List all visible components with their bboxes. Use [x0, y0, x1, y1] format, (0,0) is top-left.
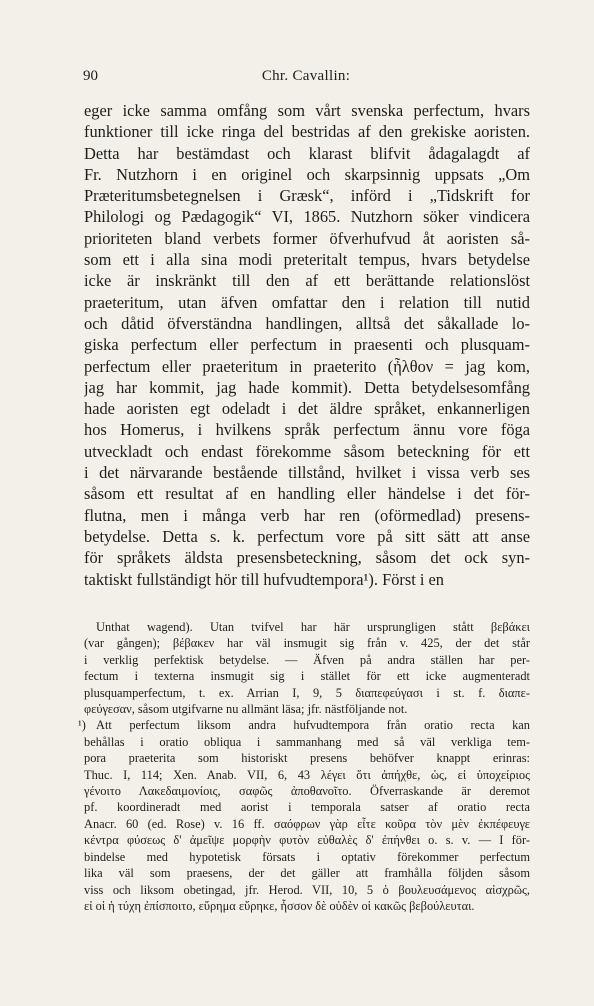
footnote-line: bindelse med hypotetisk försats i optativ förekommer perfectum [84, 849, 530, 864]
body-line: hade aoristen egt odeladt i det äldre språket, enkannerligen [84, 399, 530, 419]
body-line: Detta har bestämdast och klarast blifvit ådagalagdt af [84, 143, 530, 163]
page-number: 90 [83, 68, 98, 84]
body-line: funktioner till icke ringa del bestridas af den grekiske aoristen. [84, 122, 530, 142]
footnote-line: Unthat wagend). Utan tvifvel har här ursprungligen stått βεβάκει [96, 620, 530, 634]
footnote-line: γένοιτο Λακεδαιμονίοις, σαφῶς ἀποθανοῖτο. Öfverraskande är deremot [84, 784, 530, 799]
page-header [83, 68, 529, 90]
footnotes [78, 619, 530, 914]
body-line: Fr. Nutzhorn i en originel och skarpsinnig uppsats „Om [84, 164, 530, 184]
body-line: såsom ett resultat af en handling eller händelse i det för- [84, 484, 530, 504]
footnote-line: viss och liksom obetingad, jfr. Herod. VII, 10, 5 ὁ βουλευσάμενος αἰσχρῶς, [84, 882, 530, 897]
footnote-line: fectum i texterna insmugit sig i stället för ett icke augmenteradt [84, 669, 530, 684]
footnote-line: φεύγεσαν, såsom utgifvarne nu allmänt läsa; jfr. nästföljande not. [84, 702, 408, 717]
footnote-line: behållas i oratio obliqua i sammanhang med så väl verkliga tem- [84, 734, 530, 749]
footnote-line: Anacr. 60 (ed. Rose) v. 16 ff. σαόφρων γὰρ εἶτε κοῦρα τὸν μὲν ἐκπέφευγε [84, 816, 530, 831]
body-line: flutna, men i många verb har ren (oförmedlad) presens- [84, 505, 530, 525]
footnote-line: (var gången); βέβακεν har väl insmugit sig från v. 425, der det står [84, 636, 530, 651]
body-line: utveckladt och endast förekomme såsom beteckning för ett [84, 441, 530, 461]
body-line: giska perfectum eller perfectum in praesenti och plusquam- [84, 335, 530, 355]
body-line: i det närvarande bestående tillstånd, hvilket i vissa verb ses [84, 463, 530, 483]
body-line: jag har kommit, jag hade kommit). Detta betydelsesomfång [84, 377, 530, 397]
body-text [84, 100, 530, 590]
body-line: hos Homerus, i hvilkens språk perfectum ännu vore föga [84, 420, 530, 440]
footnote-line: i verklig perfektisk betydelse. — Äfven på andra ställen har per- [84, 652, 530, 667]
body-line: eger icke samma omfång som vårt svenska perfectum, hvars [84, 101, 530, 120]
body-line: som ett i alla sina modi preteritalt tempus, hvars betydelse [84, 250, 530, 270]
footnote-line: Att perfectum liksom andra hufvudtempora från oratio recta kan [96, 718, 530, 733]
body-line: taktiskt fullständigt hör till hufvudtempora¹). Först i en [84, 569, 445, 589]
footnote-line: εἰ οἱ ἡ τύχη ἐπίσποιτο, εὕρημα εὕρηκε, ἧσσον δὲ οὐδὲν οἱ κακῶς βεβούλευται. [84, 898, 475, 913]
body-line: och dåtid öfverständna handlingen, alltså det såkallade lo- [84, 313, 530, 333]
footnote-line: plusquamperfectum, t. ex. Arrian I, 9, 5 διαπεφεύγασι i st. f. διαπε- [84, 685, 530, 700]
footnote-line: κέντρα φύσεως δ' ἀμεῖψε μορφὴν φυτὸν εὐθαλὲς δ' ἐπήνθει o. s. v. — I för- [84, 833, 530, 848]
footnote-line: pora praeterita som historiskt presens behöfver knappt erinras: [84, 751, 530, 766]
footnote-line: pf. koordineradt med aorist i temporala satser af oratio recta [84, 800, 530, 815]
footnote-line: Thuc. I, 114; Xen. Anab. VII, 6, 43 λέγει ὅτι ἀπήχθε, ὡς, εἰ ὑποχείριος [84, 767, 530, 782]
body-line: Præteritumsbetegnelsen i Græsk“, införd i „Tidskrift for [84, 186, 530, 206]
footnote-marker: ¹) [78, 718, 86, 733]
body-line: Philologi og Pædagogik“ VI, 1865. Nutzhorn söker vindicera [84, 207, 530, 227]
body-line: icke är inskränkt till den af ett berättande relationslöst [84, 271, 530, 291]
body-line: praeteritum, utan äfven omfattar den i relation till nutid [84, 292, 530, 312]
body-line: för språkets äldsta presensbeteckning, såsom det ock syn- [84, 548, 530, 568]
body-line: perfectum eller praeteritum in praeterito (ἦλθον = jag kom, [84, 356, 530, 376]
body-line: betydelse. Detta s. k. perfectum vore på sitt sätt att anse [84, 526, 530, 546]
footnote-line: lika väl som praesens, der det gäller att framhålla följden såsom [84, 866, 530, 881]
running-title: Chr. Cavallin: [261, 68, 351, 84]
body-line: prioriteten bland verbets former öfverhufvud åt aoristen så- [84, 228, 530, 248]
